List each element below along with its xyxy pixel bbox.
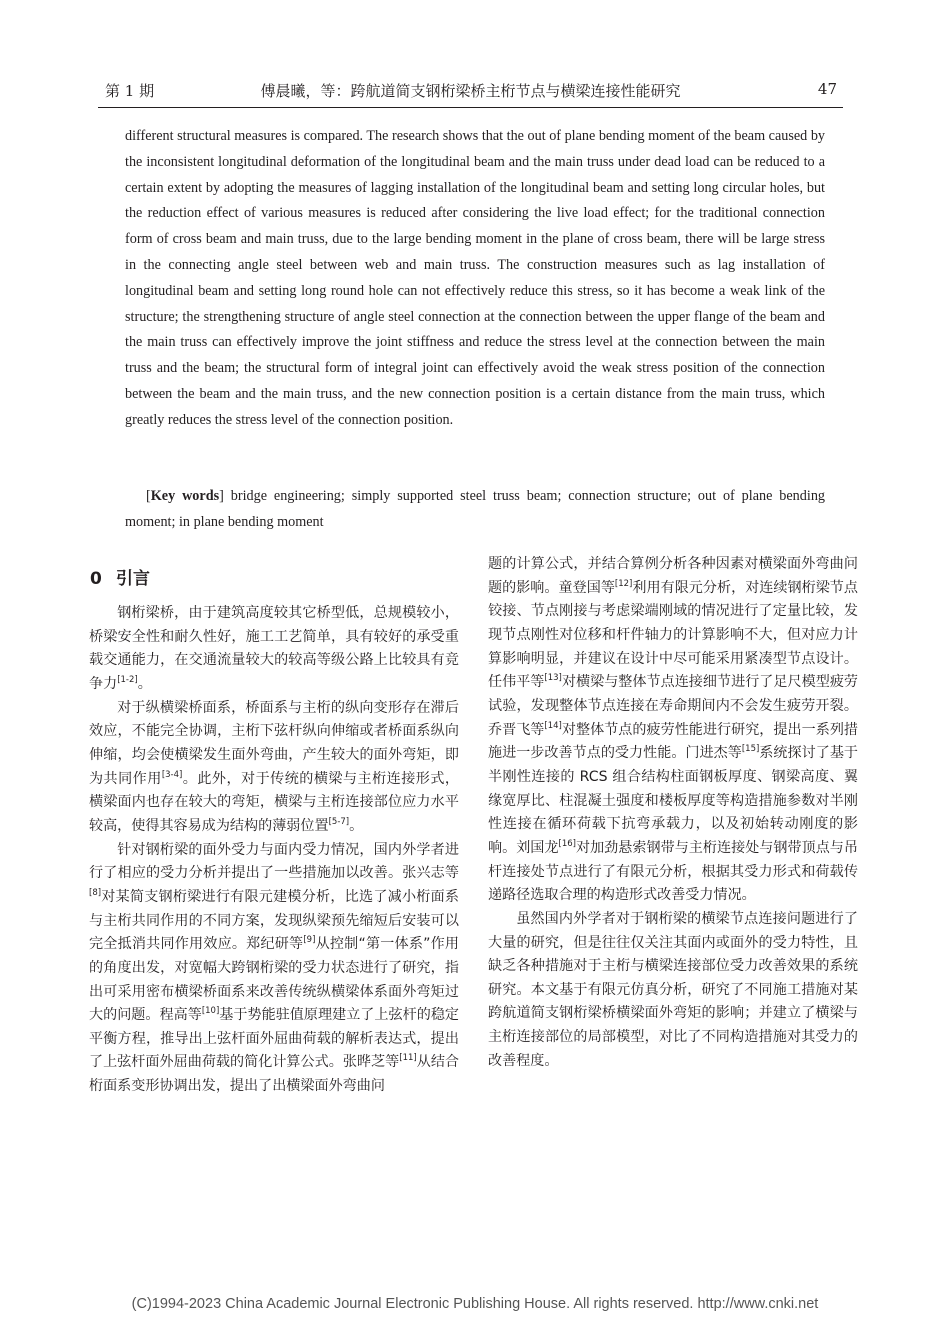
- paragraph-text: 对加劲悬索钢带与主桁连接处与钢带顶点与吊杆连接处节点进行了有限元分析，根据其受力形式和荷载传递路径选取合理的构造形式改善受力情况。: [488, 839, 859, 904]
- paragraph-text: 对某简支钢桁梁进行有限元建模分析，比选了减小桁面系与主桁共同作用的不同方案，发现纵梁预先缩短后安装可以完全抵消共同作用效应。郑纪研等: [89, 888, 459, 953]
- copyright-footer: (C)1994-2023 China Academic Journal Electronic Publishing House. All rights reserved. http://www.cnki.net: [131, 1296, 819, 1312]
- page-number: 47: [817, 80, 837, 98]
- paragraph-text: 从控制“第一体系”作用的角度出发，对宽幅大跨钢桁梁的受力状态进行了研究，指出可采用密布横梁桥面系来改善传统纵横梁体系面外弯矩过大的问题。程高等: [89, 936, 459, 1024]
- paragraph-text: 题的计算公式，并结合算例分析各种因素对横梁面外弯曲问题的影响。童登国等: [488, 556, 858, 596]
- paragraph-text: 针对钢桁梁的面外受力与面内受力情况，国内外学者进行了相应的受力分析并提出了一些措施加以改善。张兴志等: [89, 841, 459, 882]
- citation: [10]: [201, 1006, 220, 1017]
- left-column: [89, 553, 459, 1099]
- citation: [11]: [399, 1053, 417, 1064]
- citation: [14]: [544, 720, 562, 731]
- citation: [9]: [303, 935, 316, 946]
- paragraph-3-continued: [488, 553, 858, 908]
- abstract-continued: different structural measures is compared. The research shows that the out of plane bending moment of the beam caused by the inconsistent longitudinal deformation of the longitudinal beam and the main truss under dead load can be reduced to a certain extent by adopting the measures of lagging installation of the longitudinal beam and setting long circular holes, but the reduction effect of various measures is reduced after considering the live load effect; for the traditional connection form of cross beam and main truss, due to the large bending moment in the plane of cross beam, there will be large stress in the connecting angle steel between web and main truss. The construction measures such as lag installation of longitudinal beam and setting long round hole can not effectively reduce this stress, so it has become a weak link of the structure; the strengthening structure of angle steel connection at the connection between the upper flange of the beam and the main truss can effectively improve the joint stiffness and reduce the stress level at the connection between the main truss and the beam; the structural form of integral joint can effectively avoid the weak stress position of the connection between the beam and the main truss, and the new connection position is a certain distance from the main truss, which greatly reduces the stress level of the connection position.: [125, 128, 825, 428]
- paragraph-text: 对整体节点的疲劳性能进行研究，提出一系列措施进一步改善节点的受力性能。门进杰等: [488, 721, 859, 762]
- citation: [3-4]: [161, 769, 183, 780]
- paragraph-text: 钢桁梁桥，由于建筑高度较其它桥型低，总规模较小，桥梁安全性和耐久性好，施工工艺简单，具有较好的承受重载交通能力，在交通流量较大的较高等级公路上比较具有竞争力: [89, 605, 459, 692]
- issue-label: 第 1 期: [105, 82, 155, 100]
- keywords-label: Key words: [150, 488, 220, 504]
- citation: [1-2]: [117, 674, 138, 685]
- paragraph-text: 对横梁与整体节点连接细节进行了足尺模型疲劳试验，发现整体节点连接在寿命期间内不会发生疲劳开裂。乔晋飞等: [488, 674, 859, 738]
- paragraph-2: [89, 697, 459, 839]
- keywords: [Key words] bridge engineering; simply supported steel truss beam; connection structure; out of plane bending moment; in plane bending moment: [125, 488, 826, 530]
- citation: [8]: [89, 887, 102, 898]
- citation: [12]: [614, 578, 633, 589]
- header-divider: [98, 107, 843, 108]
- paragraph-text: 。: [349, 817, 364, 834]
- section-number: 0: [90, 569, 102, 589]
- citation: [5-7]: [328, 816, 350, 827]
- section-heading: [90, 565, 459, 593]
- running-header: [98, 76, 843, 110]
- section-title: 引言: [116, 569, 150, 589]
- paragraph-4: 虽然国内外学者对于钢桁梁的横梁节点连接问题进行了大量的研究，但是往往仅关注其面内或面外的受力特性，且缺乏各种措施对于主桁与横梁连接部位受力改善效果的系统研究。本文基于有限元仿真分析，研究了不同施工措施对某跨航道简支钢桁梁桥横梁面外弯矩的影响；并建立了横梁与主桁连接部位的局部模型，对比了不同构造措施对其受力的改善程度。: [488, 910, 858, 1069]
- paragraph-text: 对于纵横梁桥面系，桥面系与主桁的纵向变形存在滞后效应，不能完全协调，主桁下弦杆纵向伸缩或者桥面系纵向伸缩，均会使横梁发生面外弯曲，产生较大的面外弯矩，即为共同作用: [89, 699, 459, 787]
- running-title: 傅晨曦，等：跨航道简支钢桁梁桥主桁节点与横梁连接性能研究: [260, 82, 681, 100]
- citation: [16]: [558, 838, 576, 849]
- right-column: [488, 553, 858, 1073]
- paragraph-text: 从结合桁面系变形协调出发，提出了出横梁面外弯曲问: [89, 1054, 460, 1095]
- paragraph-text: 利用有限元分析，对连续钢桁梁节点铰接、节点刚接与考虑梁端刚域的情况进行了定量比较，发现节点刚性对位移和杆件轴力的计算影响不大，但对应力计算影响明显，并建议在设计中尽可能采用紧凑型节点设计。任伟平等: [488, 579, 859, 691]
- citation: [13]: [544, 673, 562, 684]
- paragraph-1: [89, 602, 459, 697]
- paragraph-text: 系统探讨了基于半刚性连接的 RCS 组合结构柱面钢板厚度、钢梁高度、翼缘宽厚比、柱混凝土强度和楼板厚度等构造措施参数对半刚性连接在循环荷载下抗弯承载力，以及初始转动刚度的影响。刘国龙: [488, 745, 859, 856]
- keywords-text: bridge engineering; simply supported steel truss beam; connection structure; out of plane bending moment; in plane bending moment: [125, 488, 826, 530]
- paragraph-text: 。: [137, 675, 152, 692]
- citation: [15]: [741, 744, 760, 755]
- paragraph-text: 。此外，对于传统的横梁与主桁连接形式，横梁面内也存在较大的弯矩，横梁与主桁连接部位应力水平较高，使得其容易成为结构的薄弱位置: [89, 770, 460, 834]
- paragraph-text: 基于势能驻值原理建立了上弦杆的稳定平衡方程，推导出上弦杆面外屈曲荷载的解析表达式，提出了上弦杆面外屈曲荷载的简化计算公式。张晔芝等: [89, 1007, 460, 1071]
- paragraph-3: [89, 839, 459, 1099]
